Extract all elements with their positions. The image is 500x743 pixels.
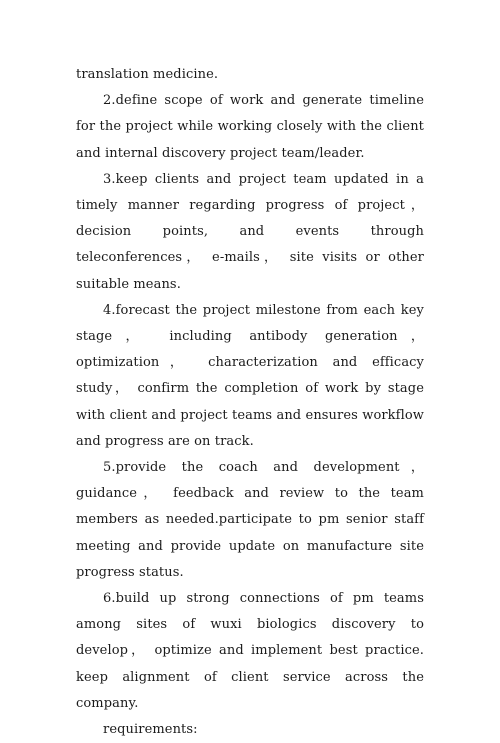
paragraph-item-4: 4.forecast the project milestone from each key stage， including antibody generation， optimization， characterization and efficacy study， confirm the completion of work by stage with client and project teams and ensures workflow and progress are on track. — [76, 302, 424, 449]
requirements-heading: requirements: — [103, 722, 198, 738]
document-body — [76, 62, 424, 743]
paragraph-item-3: 3.keep clients and project team updated in a timely manner regarding progress of project， decision points, and events through teleconferences， e-mails， site visits or other suitable means. — [76, 171, 424, 292]
paragraph-continuation: translation medicine. — [76, 67, 219, 82]
paragraph-item-5: 5.provide the coach and development， guidance， feedback and review to the team members as needed.participate to pm senior staff meeting and provide update on manufacture site progress status. — [76, 460, 424, 580]
paragraph-item-2: 2.define scope of work and generate timeline for the project while working closely with the client and internal discovery project team/leader. — [76, 93, 424, 161]
paragraph-item-6: 6.build up strong connections of pm teams among sites of wuxi biologics discovery to develop， optimize and implement best practice. keep alignment of client service across the company. — [76, 591, 424, 711]
